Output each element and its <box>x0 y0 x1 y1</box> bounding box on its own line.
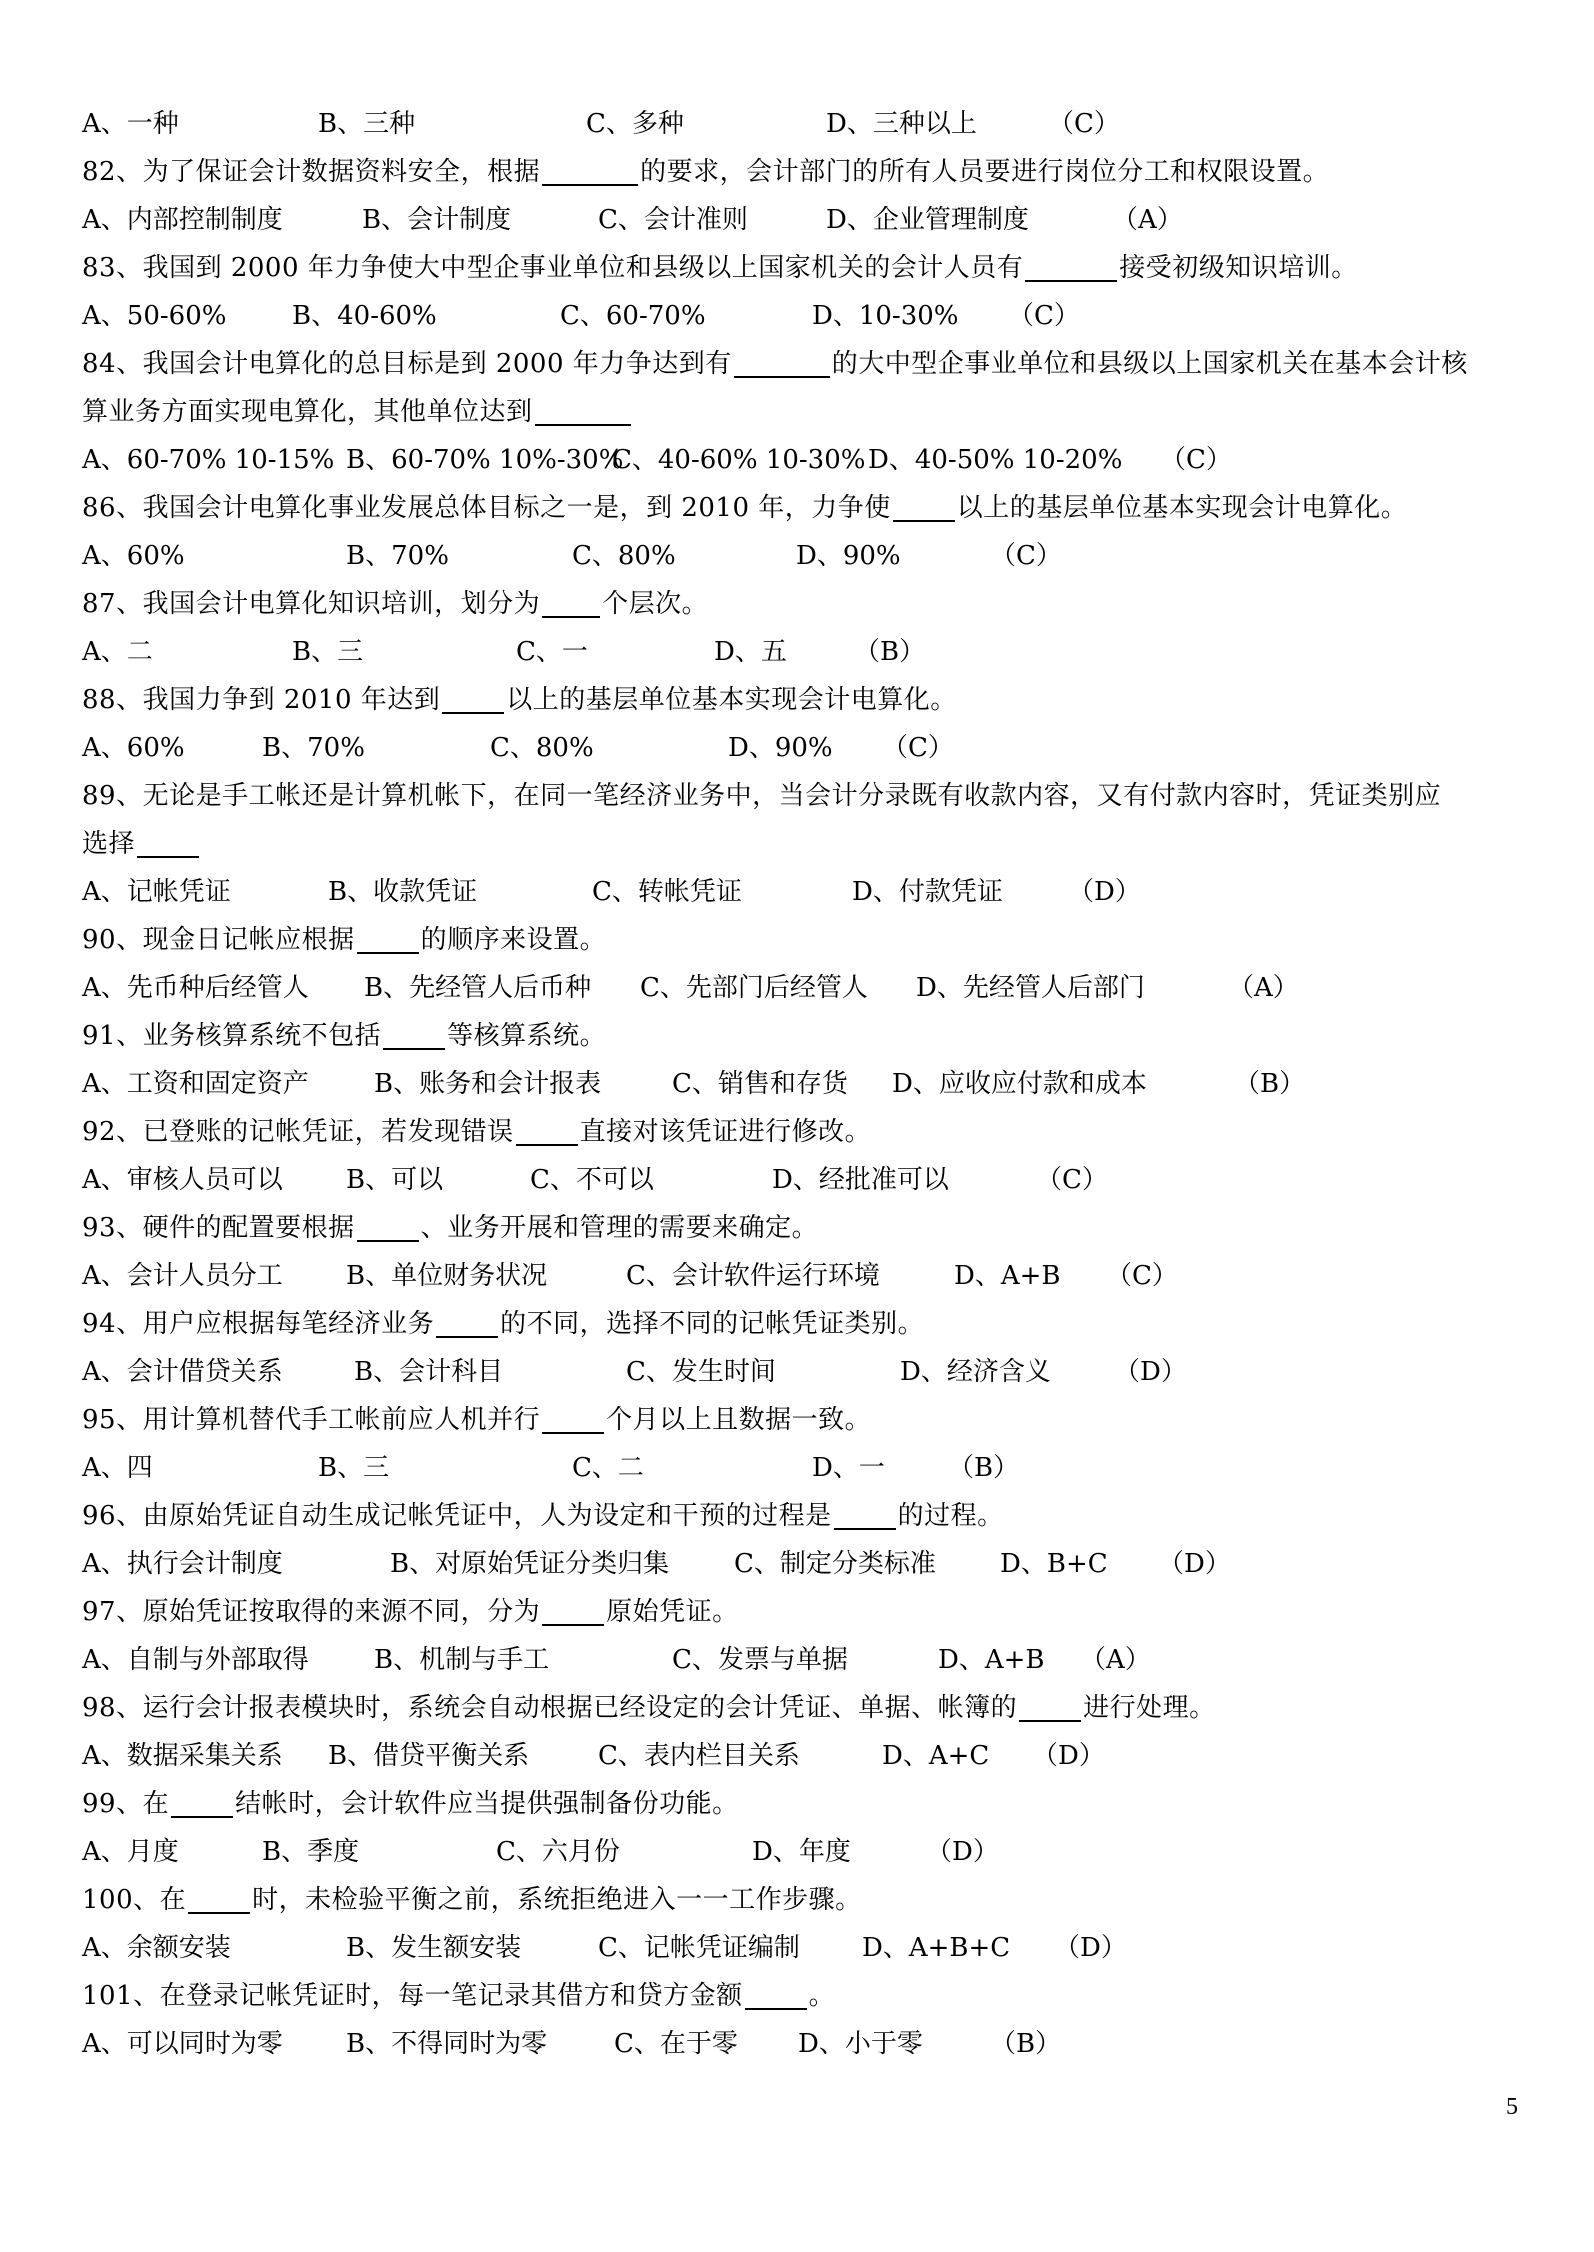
question-text: 88、我国力争到 2010 年达到 <box>82 685 441 715</box>
question-text: 时，未检验平衡之前，系统拒绝进入一一工作步骤。 <box>252 1885 862 1915</box>
option-choice: C、先部门后经管人 <box>640 973 868 1003</box>
answer-key: （D） <box>1032 1741 1105 1771</box>
option-choice: B、70% <box>346 541 449 571</box>
answer-key: （C） <box>1106 1261 1178 1291</box>
options-q91-opts <box>82 1060 1522 1108</box>
question-q91 <box>82 1012 1522 1060</box>
options-q83-opts <box>82 292 1522 340</box>
question-text: 91、业务核算系统不包括 <box>82 1021 382 1051</box>
answer-key: （C） <box>990 541 1062 571</box>
option-choice: C、二 <box>572 1453 644 1483</box>
options-q88-opts <box>82 724 1522 772</box>
option-choice: A、审核人员可以 <box>82 1165 283 1195</box>
answer-blank <box>542 1402 604 1434</box>
option-choice: A、会计借贷关系 <box>82 1357 283 1387</box>
option-choice: D、年度 <box>752 1837 851 1867</box>
option-choice: A、四 <box>82 1453 153 1483</box>
option-choice: D、先经管人后部门 <box>916 973 1145 1003</box>
option-choice: A、60% <box>82 733 185 763</box>
option-choice: D、A+B <box>938 1645 1045 1675</box>
question-q99 <box>82 1780 1522 1828</box>
options-q97-opts <box>82 1636 1522 1684</box>
question-text: 94、用户应根据每笔经济业务 <box>82 1309 435 1339</box>
option-choice: A、60-70% 10-15% <box>82 445 335 475</box>
options-q86-opts <box>82 532 1522 580</box>
option-choice: B、收款凭证 <box>328 877 478 907</box>
answer-blank <box>734 346 830 378</box>
question-q89a <box>82 772 1522 820</box>
answer-key: （C） <box>1036 1165 1108 1195</box>
question-text: 100、在 <box>82 1885 187 1915</box>
question-text: 接受初级知识培训。 <box>1119 253 1358 283</box>
question-text: 87、我国会计电算化知识培训，划分为 <box>82 589 541 619</box>
option-choice: B、70% <box>262 733 365 763</box>
option-choice: C、转帐凭证 <box>592 877 742 907</box>
option-choice: C、表内栏目关系 <box>598 1741 800 1771</box>
option-choice: C、60-70% <box>560 301 706 331</box>
options-q87-opts <box>82 628 1522 676</box>
question-list <box>82 100 1522 2068</box>
answer-blank <box>516 1114 578 1146</box>
option-choice: C、一 <box>516 637 588 667</box>
option-choice: B、先经管人后币种 <box>364 973 592 1003</box>
answer-key: （D） <box>1068 877 1141 907</box>
answer-blank <box>542 1594 604 1626</box>
option-choice: A、执行会计制度 <box>82 1549 283 1579</box>
answer-key: （A） <box>1080 1645 1151 1675</box>
question-q88 <box>82 676 1522 724</box>
option-choice: A、工资和固定资产 <box>82 1069 309 1099</box>
answer-blank <box>357 1210 419 1242</box>
answer-blank <box>542 154 638 186</box>
question-text: 84、我国会计电算化的总目标是到 2000 年力争达到有 <box>82 349 732 379</box>
option-choice: D、付款凭证 <box>852 877 1003 907</box>
answer-key: （C） <box>1008 301 1080 331</box>
answer-blank <box>542 586 600 618</box>
options-q84-opts <box>82 436 1522 484</box>
option-choice: D、应收应付款和成本 <box>892 1069 1147 1099</box>
option-choice: C、多种 <box>586 109 684 139</box>
answer-blank <box>383 1018 445 1050</box>
question-q96 <box>82 1492 1522 1540</box>
answer-key: （B） <box>854 637 926 667</box>
option-choice: A、二 <box>82 637 153 667</box>
answer-key: （D） <box>1114 1357 1187 1387</box>
option-choice: C、会计软件运行环境 <box>626 1261 880 1291</box>
option-choice: C、六月份 <box>496 1837 620 1867</box>
answer-key: （B） <box>948 1453 1020 1483</box>
option-choice: B、借贷平衡关系 <box>328 1741 530 1771</box>
answer-blank <box>893 490 955 522</box>
option-choice: A、记帐凭证 <box>82 877 231 907</box>
option-choice: C、发票与单据 <box>672 1645 848 1675</box>
question-q86 <box>82 484 1522 532</box>
question-q82 <box>82 148 1522 196</box>
option-choice: B、三种 <box>318 109 416 139</box>
question-text: 98、运行会计报表模块时，系统会自动根据已经设定的会计凭证、单据、帐簿的 <box>82 1693 1018 1723</box>
option-choice: C、记帐凭证编制 <box>598 1933 800 1963</box>
answer-key: （B） <box>990 2029 1062 2059</box>
option-choice: B、三 <box>318 1453 390 1483</box>
question-text: 93、硬件的配置要根据 <box>82 1213 355 1243</box>
page-number: 5 <box>1506 2094 1518 2120</box>
options-q93-opts <box>82 1252 1522 1300</box>
question-q90 <box>82 916 1522 964</box>
answer-blank <box>745 1978 807 2010</box>
answer-key: （A） <box>1228 973 1299 1003</box>
question-text: 83、我国到 2000 年力争使大中型企事业单位和县级以上国家机关的会计人员有 <box>82 253 1024 283</box>
option-choice: A、会计人员分工 <box>82 1261 283 1291</box>
option-choice: C、不可以 <box>530 1165 654 1195</box>
option-choice: D、一 <box>812 1453 885 1483</box>
options-q100-opts <box>82 1924 1522 1972</box>
question-text: 算业务方面实现电算化，其他单位达到 <box>82 397 533 427</box>
option-choice: D、经济含义 <box>900 1357 1051 1387</box>
option-choice: B、会计科目 <box>354 1357 504 1387</box>
answer-key: （D） <box>1054 1933 1127 1963</box>
option-choice: D、B+C <box>1000 1549 1108 1579</box>
question-text: 90、现金日记帐应根据 <box>82 925 355 955</box>
option-choice: D、A+B+C <box>862 1933 1011 1963</box>
option-choice: D、10-30% <box>812 301 959 331</box>
options-q92-opts <box>82 1156 1522 1204</box>
option-choice: C、80% <box>490 733 594 763</box>
question-text: 的不同，选择不同的记帐凭证类别。 <box>500 1309 925 1339</box>
question-text: 以上的基层单位基本实现会计电算化。 <box>506 685 957 715</box>
question-text: 的大中型企事业单位和县级以上国家机关在基本会计核 <box>831 349 1468 379</box>
question-q83 <box>82 244 1522 292</box>
options-q96-opts <box>82 1540 1522 1588</box>
answer-key: （A） <box>1112 205 1183 235</box>
options-q82-opts <box>82 196 1522 244</box>
answer-key: （C） <box>1160 445 1232 475</box>
answer-blank <box>436 1306 498 1338</box>
option-choice: A、余额安装 <box>82 1933 231 1963</box>
question-text: 的过程。 <box>897 1501 1004 1531</box>
option-choice: A、数据采集关系 <box>82 1741 283 1771</box>
question-text: 89、无论是手工帐还是计算机帐下，在同一笔经济业务中，当会计分录既有收款内容，又有付款内容时，凭证类别应 <box>82 781 1442 811</box>
option-choice: B、三 <box>292 637 364 667</box>
question-q92 <box>82 1108 1522 1156</box>
option-choice: C、销售和存货 <box>672 1069 848 1099</box>
option-choice: D、A+C <box>882 1741 990 1771</box>
option-choice: D、A+B <box>954 1261 1061 1291</box>
option-choice: A、可以同时为零 <box>82 2029 283 2059</box>
question-text: 97、原始凭证按取得的来源不同，分为 <box>82 1597 541 1627</box>
option-choice: B、季度 <box>262 1837 360 1867</box>
options-q101-opts <box>82 2020 1522 2068</box>
option-choice: D、三种以上 <box>826 109 977 139</box>
question-text: 、业务开展和管理的需要来确定。 <box>420 1213 819 1243</box>
option-choice: D、90% <box>796 541 901 571</box>
question-q97 <box>82 1588 1522 1636</box>
answer-blank <box>1019 1690 1081 1722</box>
question-text: 个月以上且数据一致。 <box>606 1405 872 1435</box>
answer-key: （D） <box>1158 1549 1231 1579</box>
question-q100 <box>82 1876 1522 1924</box>
option-choice: D、90% <box>728 733 833 763</box>
question-text: 进行处理。 <box>1083 1693 1216 1723</box>
question-text: 结帐时，会计软件应当提供强制备份功能。 <box>235 1789 739 1819</box>
question-q98 <box>82 1684 1522 1732</box>
question-text: 82、为了保证会计数据资料安全，根据 <box>82 157 541 187</box>
option-choice: D、企业管理制度 <box>826 205 1029 235</box>
answer-blank <box>357 922 419 954</box>
options-q99-opts <box>82 1828 1522 1876</box>
option-choice: B、账务和会计报表 <box>374 1069 602 1099</box>
option-choice: A、月度 <box>82 1837 179 1867</box>
option-choice: B、可以 <box>346 1165 444 1195</box>
option-choice: C、在于零 <box>614 2029 738 2059</box>
option-choice: B、会计制度 <box>362 205 512 235</box>
option-choice: A、50-60% <box>82 301 227 331</box>
option-choice: D、五 <box>714 637 787 667</box>
question-text: 96、由原始凭证自动生成记帐凭证中，人为设定和干预的过程是 <box>82 1501 832 1531</box>
option-choice: D、经批准可以 <box>772 1165 949 1195</box>
option-choice: A、60% <box>82 541 185 571</box>
option-choice: A、先币种后经管人 <box>82 973 309 1003</box>
question-text: 直接对该凭证进行修改。 <box>579 1117 872 1147</box>
question-text: 原始凭证。 <box>606 1597 739 1627</box>
question-q93 <box>82 1204 1522 1252</box>
answer-key: （C） <box>882 733 954 763</box>
question-q94 <box>82 1300 1522 1348</box>
option-choice: D、40-50% 10-20% <box>868 445 1123 475</box>
answer-key: （C） <box>1048 109 1120 139</box>
answer-key: （D） <box>926 1837 999 1867</box>
question-text: 以上的基层单位基本实现会计电算化。 <box>956 493 1408 523</box>
question-q84a <box>82 340 1522 388</box>
question-text: 86、我国会计电算化事业发展总体目标之一是，到 2010 年，力争使 <box>82 493 891 523</box>
question-text: 92、已登账的记帐凭证，若发现错误 <box>82 1117 514 1147</box>
option-choice: B、40-60% <box>292 301 437 331</box>
question-q101 <box>82 1972 1522 2020</box>
option-choice: B、不得同时为零 <box>346 2029 548 2059</box>
option-choice: B、单位财务状况 <box>346 1261 548 1291</box>
answer-key: （B） <box>1234 1069 1306 1099</box>
option-choice: A、自制与外部取得 <box>82 1645 309 1675</box>
option-choice: B、60-70% 10%-30% <box>346 445 624 475</box>
answer-blank <box>1025 250 1117 282</box>
option-choice: A、内部控制制度 <box>82 205 283 235</box>
question-text: 101、在登录记帐凭证时，每一笔记录其借方和贷方金额 <box>82 1981 743 2011</box>
question-text: 等核算系统。 <box>447 1021 607 1051</box>
option-choice: D、小于零 <box>798 2029 923 2059</box>
answer-blank <box>535 394 631 426</box>
question-q95 <box>82 1396 1522 1444</box>
option-choice: B、发生额安装 <box>346 1933 522 1963</box>
question-q84b <box>82 388 1522 436</box>
question-text: 的要求，会计部门的所有人员要进行岗位分工和权限设置。 <box>640 157 1330 187</box>
answer-blank <box>137 826 199 858</box>
options-q81-opts <box>82 100 1522 148</box>
answer-blank <box>834 1498 896 1530</box>
option-choice: A、一种 <box>82 109 179 139</box>
answer-blank <box>171 1786 233 1818</box>
answer-blank <box>442 682 504 714</box>
options-q94-opts <box>82 1348 1522 1396</box>
options-q90-opts <box>82 964 1522 1012</box>
options-q95-opts <box>82 1444 1522 1492</box>
question-text: 。 <box>808 1981 836 2011</box>
question-q87 <box>82 580 1522 628</box>
question-text: 95、用计算机替代手工帐前应人机并行 <box>82 1405 541 1435</box>
question-q89b <box>82 820 1522 868</box>
option-choice: B、机制与手工 <box>374 1645 550 1675</box>
option-choice: C、制定分类标准 <box>734 1549 936 1579</box>
option-choice: C、发生时间 <box>626 1357 776 1387</box>
options-q98-opts <box>82 1732 1522 1780</box>
question-text: 的顺序来设置。 <box>420 925 607 955</box>
answer-blank <box>188 1882 250 1914</box>
option-choice: B、对原始凭证分类归集 <box>390 1549 670 1579</box>
options-q89-opts <box>82 868 1522 916</box>
option-choice: C、80% <box>572 541 676 571</box>
question-text: 99、在 <box>82 1789 170 1819</box>
option-choice: C、40-60% 10-30% <box>612 445 866 475</box>
question-text: 选择 <box>82 829 136 859</box>
question-text: 个层次。 <box>602 589 709 619</box>
option-choice: C、会计准则 <box>598 205 748 235</box>
